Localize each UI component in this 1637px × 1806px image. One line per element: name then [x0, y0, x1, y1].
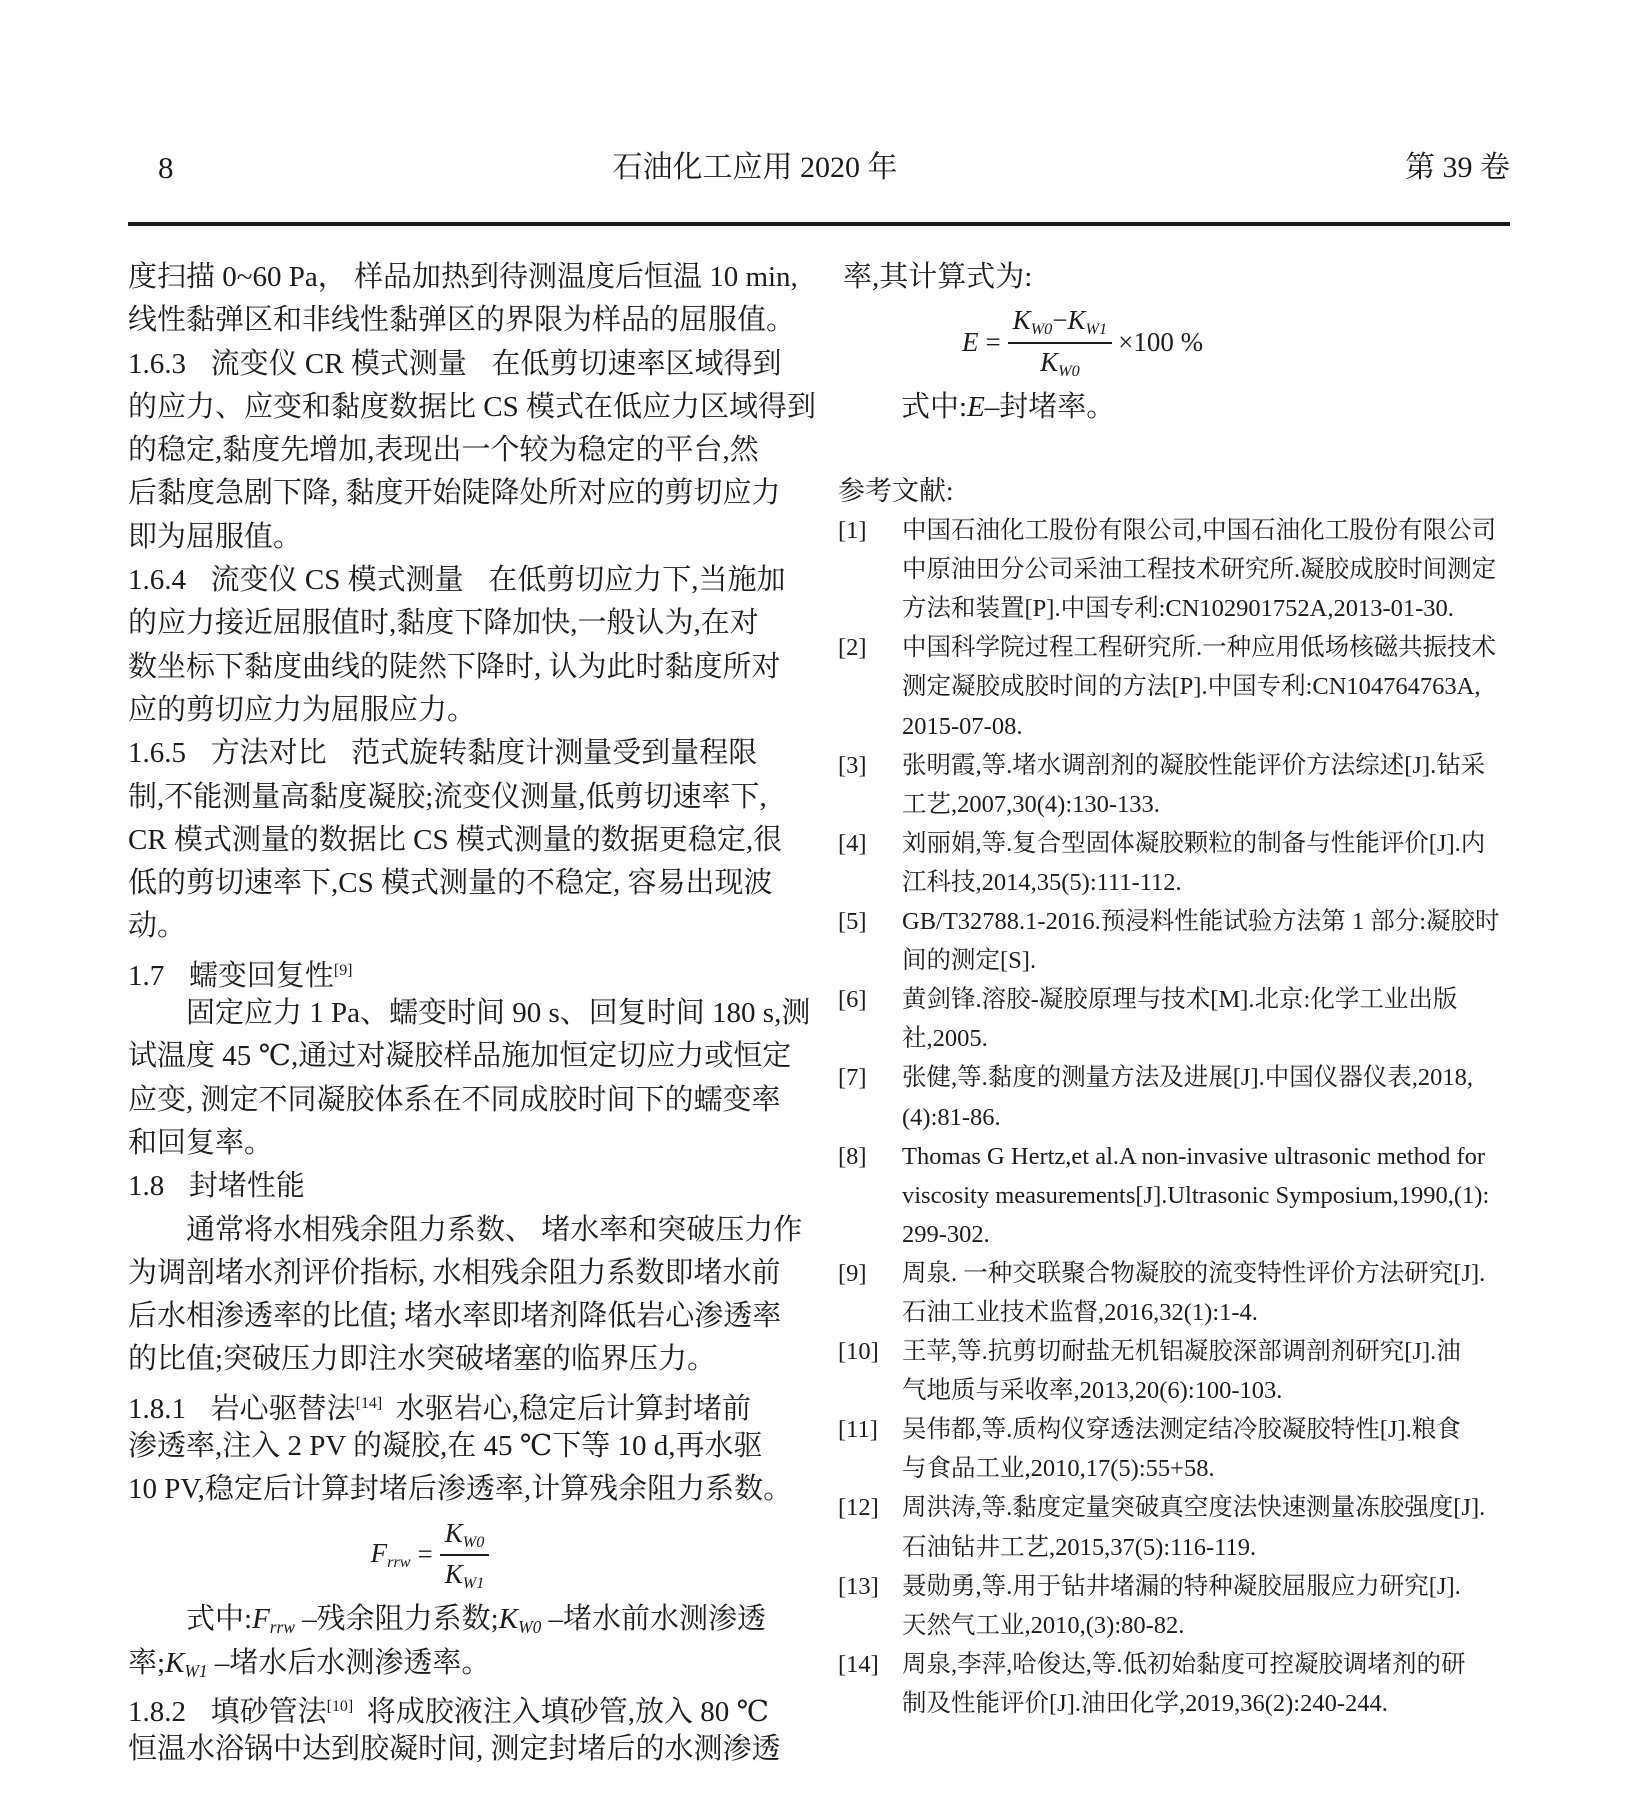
text-line: 动。: [128, 910, 187, 943]
text-segment: K: [444, 1517, 463, 1548]
text-segment: 1.6.3: [128, 347, 186, 380]
reference-line: 制及性能评价[J].油田化学,2019,36(2):240-244.: [902, 1689, 1388, 1717]
text-line: 应变, 测定不同凝胶体系在不同成胶时间下的蠕变率: [128, 1083, 781, 1116]
reference-text: [902, 1567, 1461, 1645]
text-segment: K: [1067, 305, 1086, 336]
text-line: [128, 343, 805, 386]
text-line: 后黏度急剧下降, 黏度开始陡降处所对应的剪切应力: [128, 477, 781, 510]
reference-text: [902, 902, 1500, 980]
reference-number: [2]: [838, 634, 867, 662]
formula: [128, 1512, 805, 1599]
text-segment: 1.6.4: [128, 564, 186, 597]
reference-line: 测定凝胶成胶时间的方法[P].中国专利:CN104764763A,: [902, 673, 1481, 701]
text-line: [128, 1209, 805, 1252]
text-segment: 1.8: [128, 1170, 165, 1203]
reference-number: [8]: [838, 1142, 867, 1170]
text-segment: W0: [1030, 320, 1053, 339]
header-rule: [128, 222, 1510, 226]
text-line: 制,不能测量高黏度凝胶;流变仪测量,低剪切速率下,: [128, 780, 767, 813]
text-line: 的比值;突破压力即注水突破堵塞的临界压力。: [128, 1343, 717, 1376]
reference-text: [902, 1137, 1489, 1254]
fraction-numerator: [1008, 304, 1112, 343]
reference-line: 方法和装置[P].中国专利:CN102901752A,2013-01-30.: [902, 595, 1454, 623]
text-line: [128, 1685, 805, 1728]
text-line: 应的剪切应力为屈服应力。: [128, 693, 477, 726]
text-segment: −: [1052, 305, 1068, 336]
text-line: 恒温水浴锅中达到胶凝时间, 测定封堵后的水测渗透: [128, 1733, 781, 1766]
text-segment: 率;: [128, 1646, 166, 1679]
fraction-denominator: [1008, 344, 1112, 381]
citation-superscript: [9]: [333, 961, 353, 979]
reference-item: [838, 746, 1514, 824]
text-segment: –堵水后水测渗透率。: [207, 1646, 491, 1679]
text-line: [128, 559, 805, 602]
text-segment: rrw: [269, 1617, 295, 1638]
text-segment: 1.8.1: [128, 1392, 186, 1425]
formula-lhs: [371, 1538, 411, 1572]
text-line: 低的剪切速率下,CS 模式测量的不稳定, 容易出现波: [128, 867, 773, 900]
text-segment: rrw: [387, 1552, 411, 1571]
fraction-denominator: [440, 1556, 490, 1593]
text-segment: 1.6.5: [128, 737, 186, 770]
text-line: [128, 732, 805, 775]
reference-text: [902, 746, 1485, 824]
text-segment: K: [165, 1646, 185, 1679]
header-journal-title: 石油化工应用 2020 年: [612, 151, 898, 184]
reference-line: 吴伟都,等.质构仪穿透法测定结冷胶凝胶特性[J].粮食: [902, 1416, 1461, 1444]
text-segment: K: [1040, 346, 1059, 377]
text-line: [128, 1642, 805, 1685]
text-segment: W1: [1085, 320, 1108, 339]
reference-text: [902, 1645, 1466, 1723]
reference-item: [838, 980, 1514, 1058]
text-segment: 在低剪切速率区域得到: [491, 347, 782, 380]
text-segment: –堵水前水测渗透: [541, 1603, 767, 1636]
reference-text: [902, 1488, 1485, 1566]
reference-text: [902, 1254, 1485, 1332]
reference-number: [12]: [838, 1494, 879, 1522]
reference-number: [11]: [838, 1416, 878, 1444]
reference-item: [838, 511, 1514, 628]
text-line: 渗透率,注入 2 PV 的凝胶,在 45 ℃下等 10 d,再水驱: [128, 1430, 763, 1463]
text-line: 的稳定,黏度先增加,表现出一个较为稳定的平台,然: [128, 434, 759, 467]
reference-text: [902, 1332, 1461, 1410]
reference-line: 黄剑锋.溶胶-凝胶原理与技术[M].北京:化学工业出版: [902, 986, 1458, 1014]
reference-item: [838, 824, 1514, 902]
left-column: [128, 256, 816, 1771]
reference-line: 天然气工业,2010,(3):80-82.: [902, 1611, 1185, 1639]
text-line: 数坐标下黏度曲线的陡然下降时, 认为此时黏度所对: [128, 650, 781, 683]
reference-item: [838, 1645, 1514, 1723]
right-column-top: [843, 256, 1510, 429]
text-line: 率,其计算式为:: [843, 261, 1033, 293]
text-line: [128, 992, 811, 1035]
text-segment: K: [444, 1558, 463, 1589]
reference-line: viscosity measurements[J].Ultrasonic Symposium,1990,(1):: [902, 1181, 1490, 1209]
reference-item: [838, 1488, 1514, 1566]
text-segment: 1.7: [128, 959, 165, 992]
reference-line: (4):81-86.: [902, 1103, 1001, 1131]
text-line: CR 模式测量的数据比 CS 模式测量的数据更稳定,很: [128, 823, 783, 856]
reference-line: 2015-07-08.: [902, 712, 1023, 740]
text-segment: 式中:: [186, 1603, 253, 1636]
text-segment: 蠕变回复性: [188, 959, 334, 992]
text-line: 和回复率。: [128, 1126, 274, 1159]
reference-item: [838, 1137, 1514, 1254]
reference-text: [902, 511, 1496, 628]
reference-number: [4]: [838, 829, 867, 857]
text-segment: 水驱岩心,稳定后计算封堵前: [395, 1392, 752, 1425]
equals-sign: =: [985, 327, 1001, 358]
reference-number: [9]: [838, 1259, 867, 1287]
text-line: 为调剖堵水剂评价指标, 水相残余阻力系数即堵水前: [128, 1256, 781, 1289]
text-segment: –残余阻力系数;: [294, 1603, 499, 1636]
reference-line: 刘丽娟,等.复合型固体凝胶颗粒的制备与性能评价[J].内: [902, 829, 1486, 857]
text-line: 后水相渗透率的比值; 堵水率即堵剂降低岩心渗透率: [128, 1300, 782, 1333]
text-line: 试温度 45 ℃,通过对凝胶样品施加恒定切应力或恒定: [128, 1040, 792, 1073]
text-segment: 1.8.2: [128, 1695, 186, 1728]
header-page-number: 8: [158, 150, 174, 185]
reference-line: 社,2005.: [902, 1025, 988, 1053]
text-segment: 流变仪 CS 模式测量: [210, 564, 464, 597]
reference-text: [902, 980, 1457, 1058]
formula-fraction: [440, 1517, 490, 1593]
reference-item: [838, 1410, 1514, 1488]
reference-line: 气地质与采收率,2013,20(6):100-103.: [902, 1377, 1283, 1405]
reference-line: 聂勋勇,等.用于钻井堵漏的特种凝胶屈服应力研究[J].: [902, 1572, 1461, 1600]
reference-line: 江科技,2014,35(5):111-112.: [902, 868, 1182, 896]
text-segment: –封堵率。: [984, 390, 1116, 423]
reference-number: [6]: [838, 986, 867, 1014]
text-line: [128, 1165, 805, 1208]
citation-superscript: [14]: [355, 1394, 383, 1412]
text-line: 线性黏弹区和非线性黏弹区的界限为样品的屈服值。: [128, 304, 796, 337]
text-segment: 式中:: [901, 390, 968, 423]
text-segment: 填砂管法: [210, 1695, 327, 1728]
text-segment: E: [967, 390, 985, 423]
reference-item: [838, 1567, 1514, 1645]
text-segment: K: [1012, 305, 1031, 336]
reference-line: 299-302.: [902, 1220, 990, 1248]
text-segment: F: [370, 1537, 388, 1568]
reference-item: [838, 902, 1514, 980]
text-segment: F: [252, 1603, 270, 1636]
text-segment: W1: [184, 1660, 208, 1681]
text-line: 的应力接近屈服值时,黏度下降加快,一般认为,在对: [128, 607, 759, 640]
reference-item: [838, 1254, 1514, 1332]
reference-line: 工艺,2007,30(4):130-133.: [902, 790, 1160, 818]
reference-line: Thomas G Hertz,et al.A non-invasive ultrasonic method for: [902, 1142, 1486, 1170]
formula-lhs: [962, 327, 979, 358]
text-segment: 固定应力 1 Pa、蠕变时间 90 s、回复时间 180 s,测: [186, 997, 811, 1030]
text-segment: 方法对比: [210, 737, 327, 770]
references-section: [838, 472, 1514, 1723]
text-line: 的应力、应变和黏度数据比 CS 模式在低应力区域得到: [128, 390, 816, 423]
reference-number: [1]: [838, 517, 867, 545]
reference-item: [838, 1058, 1514, 1136]
formula-suffix: ×100 %: [1118, 327, 1204, 358]
reference-text: [902, 824, 1485, 902]
reference-line: 间的测定[S].: [902, 947, 1037, 975]
reference-line: 石油钻井工艺,2015,37(5):116-119.: [902, 1533, 1257, 1561]
reference-item: [838, 1332, 1514, 1410]
reference-number: [10]: [838, 1338, 879, 1366]
reference-line: 与食品工业,2010,17(5):55+58.: [902, 1455, 1215, 1483]
citation-superscript: [10]: [326, 1697, 354, 1715]
reference-line: 周洪涛,等.黏度定量突破真空度法快速测量冻胶强度[J].: [902, 1494, 1486, 1522]
reference-text: [902, 1410, 1461, 1488]
text-segment: E: [961, 327, 979, 358]
text-line: 度扫描 0~60 Pa， 样品加热到待测温度后恒温 10 min,: [128, 261, 798, 293]
reference-line: 张明霞,等.堵水调剖剂的凝胶性能评价方法综述[J].钻采: [902, 751, 1486, 779]
header-volume-label: 第 39 卷: [1405, 151, 1510, 184]
reference-number: [5]: [838, 908, 867, 936]
reference-line: 石油工业技术监督,2016,32(1):1-4.: [902, 1298, 1258, 1326]
reference-line: 王苹,等.抗剪切耐盐无机铝凝胶深部调剖剂研究[J].油: [902, 1338, 1461, 1366]
text-segment: 将成胶液注入填砂管,放入 80 ℃: [366, 1695, 769, 1728]
text-line: [843, 386, 1510, 429]
text-segment: W1: [462, 1573, 485, 1592]
reference-line: GB/T32788.1-2016.预浸料性能试验方法第 1 部分:凝胶时: [902, 908, 1500, 936]
references-heading: 参考文献:: [838, 476, 954, 506]
text-segment: 封堵性能: [188, 1170, 305, 1203]
text-line: [128, 1598, 805, 1641]
text-line: 即为屈服值。: [128, 520, 303, 553]
fraction-numerator: [440, 1517, 490, 1556]
reference-text: [902, 1058, 1473, 1136]
text-segment: 在低剪切应力下,当施加: [488, 564, 786, 597]
text-segment: 范式旋转黏度计测量受到量程限: [351, 737, 758, 770]
reference-number: [13]: [838, 1572, 879, 1600]
text-segment: W0: [462, 1532, 485, 1551]
formula: [843, 299, 1510, 386]
reference-line: 周泉,李萍,哈俊达,等.低初始黏度可控凝胶调堵剂的研: [902, 1650, 1466, 1678]
equals-sign: =: [417, 1539, 433, 1570]
reference-number: [7]: [838, 1064, 867, 1092]
text-line: 10 PV,稳定后计算封堵后渗透率,计算残余阻力系数。: [128, 1473, 793, 1506]
text-segment: 通常将水相残余阻力系数、 堵水率和突破压力作: [186, 1213, 803, 1246]
reference-line: 中原油田分公司采油工程技术研究所.凝胶成胶时间测定: [902, 556, 1497, 584]
reference-number: [3]: [838, 751, 867, 779]
reference-line: 中国科学院过程工程研究所.一种应用低场核磁共振技术: [902, 634, 1497, 662]
reference-line: 中国石油化工股份有限公司,中国石油化工股份有限公司: [902, 517, 1497, 545]
text-segment: 流变仪 CR 模式测量: [210, 347, 467, 380]
reference-text: [902, 628, 1496, 745]
text-line: [128, 949, 805, 992]
reference-line: 周泉. 一种交联聚合物凝胶的流变特性评价方法研究[J].: [902, 1259, 1486, 1287]
reference-number: [14]: [838, 1650, 879, 1678]
reference-list: [838, 511, 1514, 1723]
text-segment: 岩心驱替法: [210, 1392, 356, 1425]
text-segment: W0: [518, 1617, 542, 1638]
text-line: [128, 1382, 805, 1425]
formula-fraction: [1008, 304, 1112, 380]
text-segment: W0: [1058, 361, 1080, 380]
reference-line: 张健,等.黏度的测量方法及进展[J].中国仪器仪表,2018,: [902, 1064, 1473, 1092]
reference-item: [838, 628, 1514, 745]
text-segment: K: [498, 1603, 519, 1636]
